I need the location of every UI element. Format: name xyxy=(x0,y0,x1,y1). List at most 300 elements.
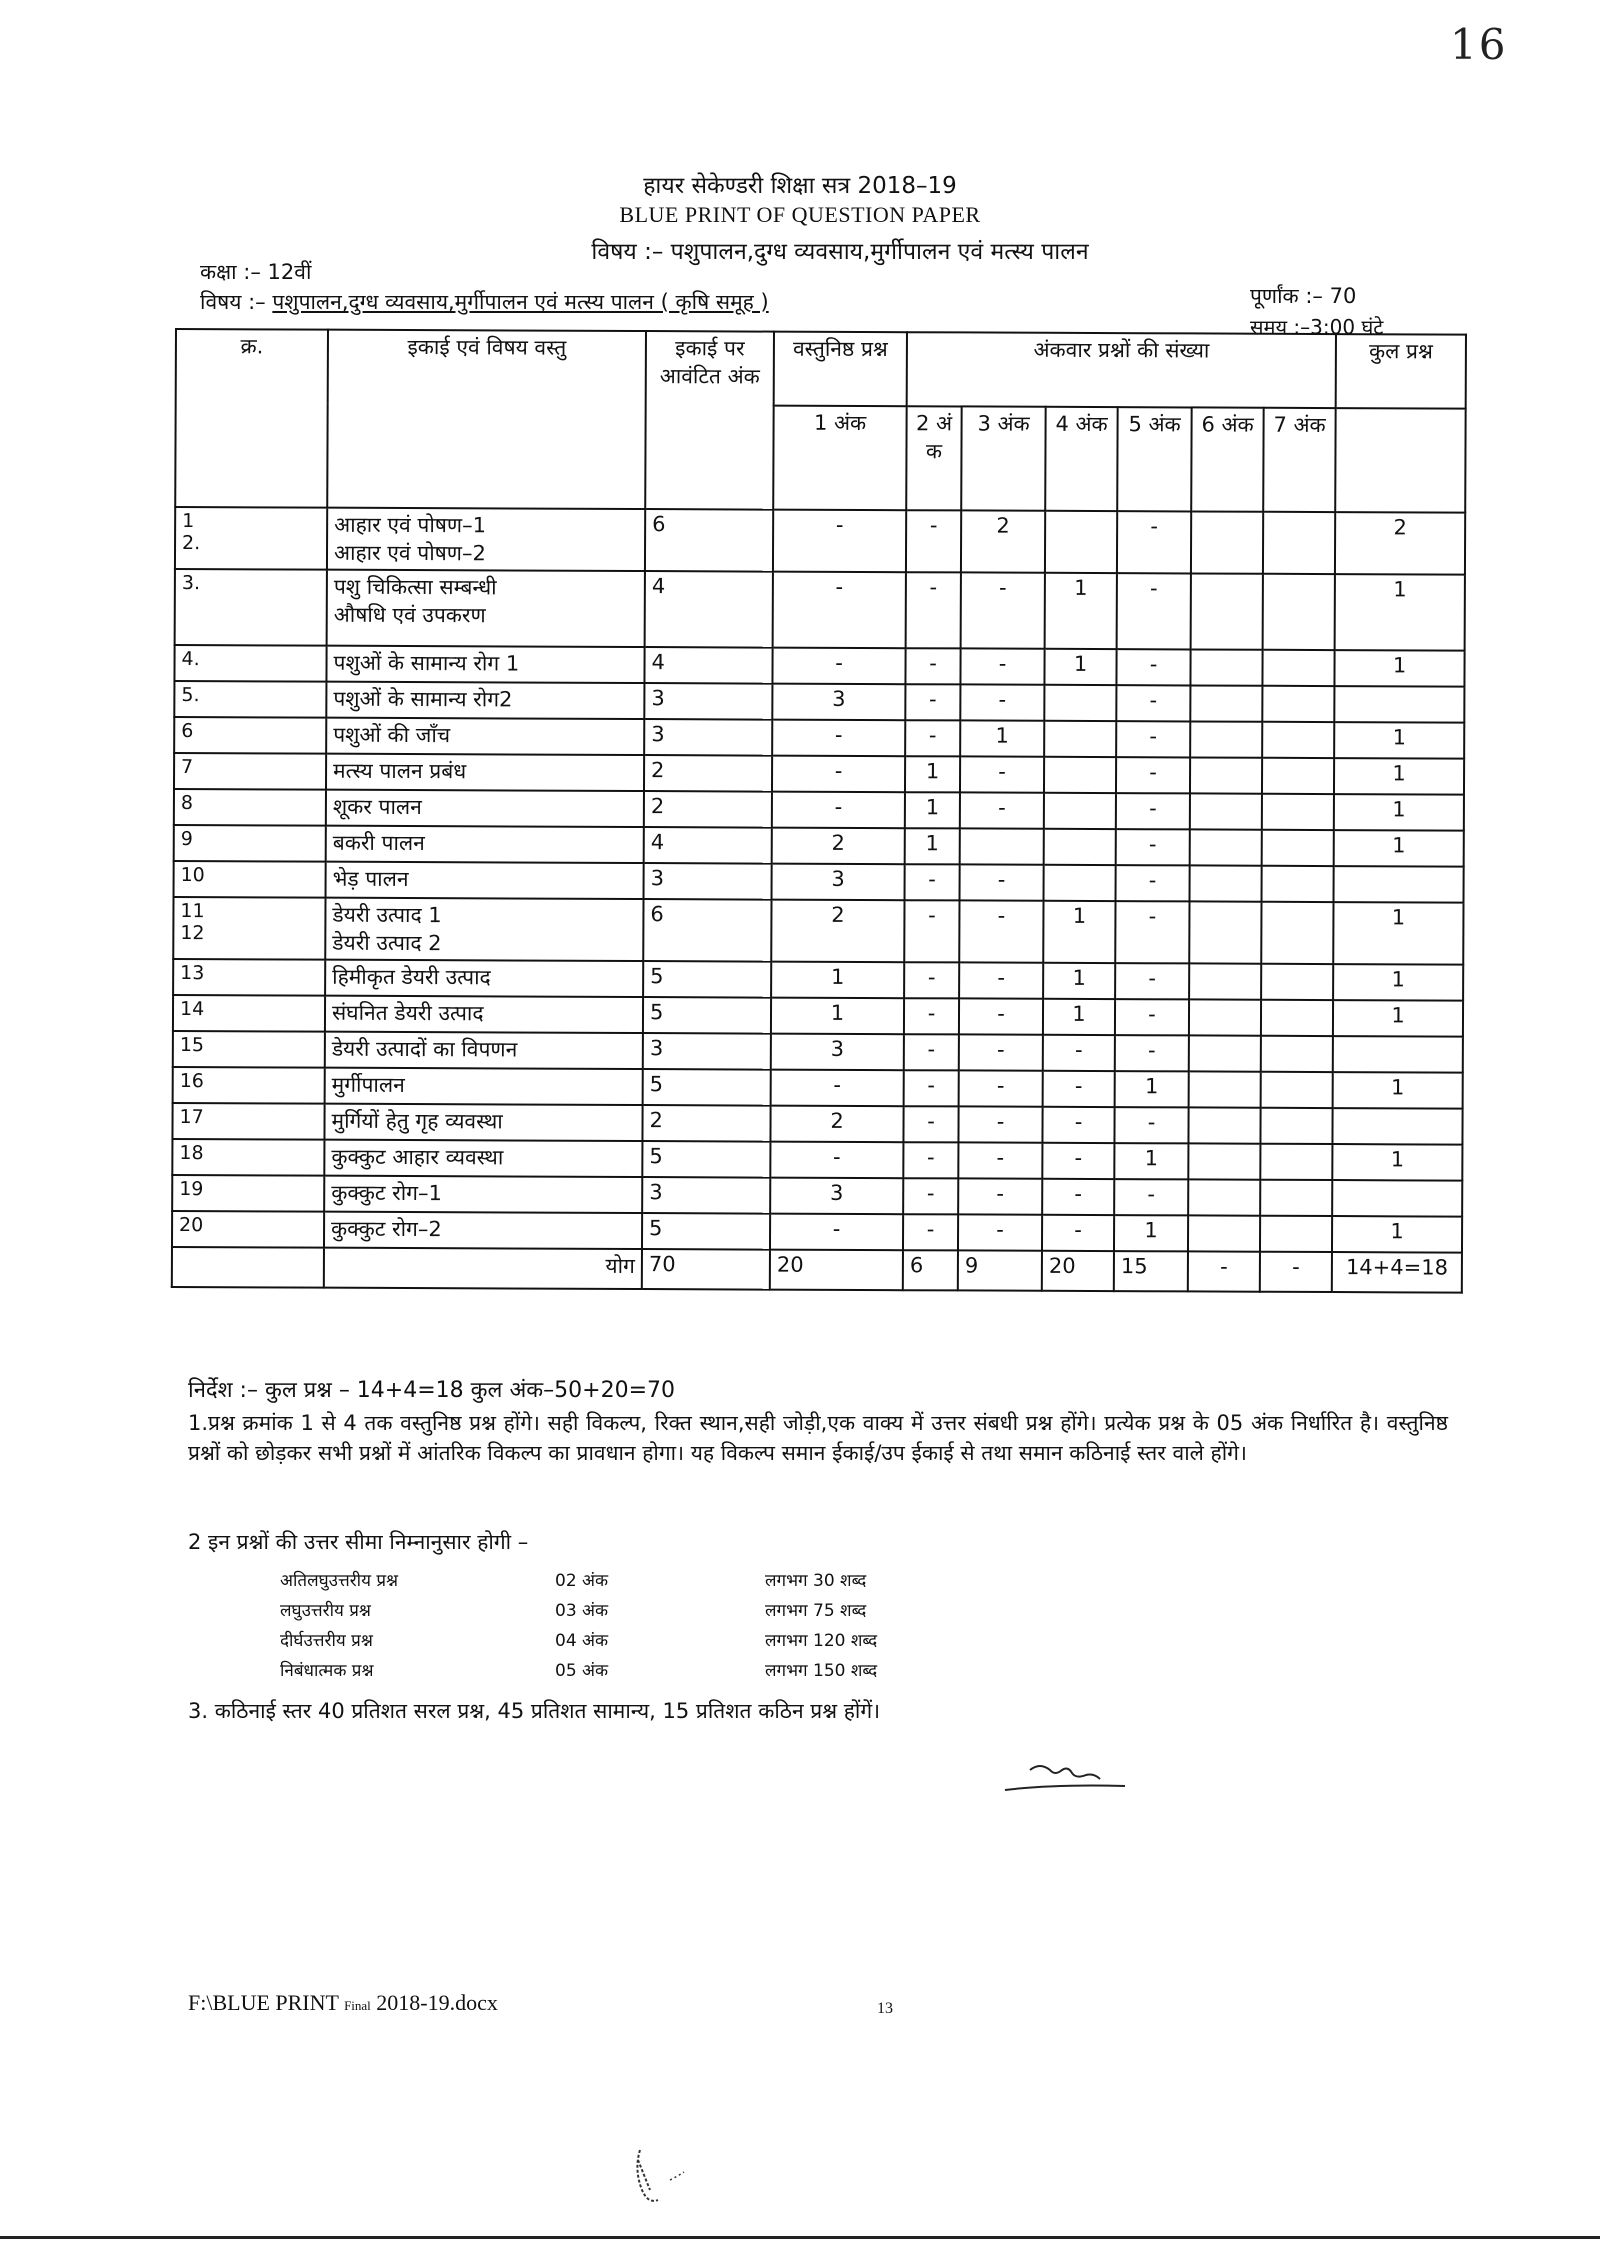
row-2mark: - xyxy=(906,572,961,648)
row-unit xyxy=(324,1140,642,1177)
row-5mark: - xyxy=(1116,793,1190,829)
table-row xyxy=(172,1139,1462,1181)
row-total: 1 xyxy=(1332,1144,1462,1181)
col-header-allotted: इकाई पर आवंटित अंक xyxy=(645,331,774,510)
row-sn-value: 1 xyxy=(182,510,195,533)
row-5mark: - xyxy=(1114,1107,1188,1143)
row-allotted: 2 xyxy=(642,1105,770,1142)
row-unit-text: कुक्कुट आहार व्यवस्था xyxy=(331,1144,504,1170)
row-sn xyxy=(174,789,326,826)
row-sn-value: 5. xyxy=(181,684,200,707)
row-objective: 1 xyxy=(771,962,904,999)
row-5mark: - xyxy=(1116,649,1190,685)
row-4mark: 1 xyxy=(1043,963,1115,999)
row-objective: 3 xyxy=(771,1034,904,1071)
totals-label: योग xyxy=(324,1248,642,1289)
row-total: 1 xyxy=(1334,794,1464,831)
row-unit xyxy=(325,996,643,1033)
blueprint-table xyxy=(171,328,1467,1294)
row-3mark: - xyxy=(959,1070,1043,1106)
row-allotted: 3 xyxy=(644,863,772,900)
totals-allotted: 70 xyxy=(642,1249,770,1290)
row-2mark: - xyxy=(904,1034,959,1070)
row-2mark: - xyxy=(905,864,960,900)
row-unit xyxy=(326,682,644,719)
row-allotted: 5 xyxy=(642,1213,770,1250)
row-objective: 2 xyxy=(771,900,904,963)
header-row-1 xyxy=(176,329,1466,409)
row-unit-text: बकरी पालन xyxy=(332,830,425,856)
row-sn-value: 9 xyxy=(180,828,193,851)
row-7mark xyxy=(1262,866,1334,902)
row-sn-value: 15 xyxy=(179,1034,205,1057)
row-3mark: - xyxy=(958,1106,1042,1142)
row-total: 1 xyxy=(1333,1000,1463,1037)
totals-6mark: - xyxy=(1188,1251,1260,1291)
row-unit-text: डेयरी उत्पादों का विपणन xyxy=(331,1036,518,1062)
totals-2mark: 6 xyxy=(903,1250,958,1290)
row-3mark: - xyxy=(958,1142,1042,1178)
limit-marks: 02 अंक xyxy=(555,1571,609,1591)
row-sn xyxy=(172,1103,324,1140)
table-row xyxy=(173,1031,1463,1073)
row-3mark: - xyxy=(960,756,1044,792)
row-sn xyxy=(174,753,326,790)
row-4mark: - xyxy=(1043,1071,1115,1107)
table-body xyxy=(172,507,1465,1253)
row-2mark: - xyxy=(903,1142,958,1178)
row-objective: 3 xyxy=(770,1178,903,1215)
row-7mark xyxy=(1262,722,1334,758)
row-2mark: - xyxy=(905,684,960,720)
row-total: 1 xyxy=(1333,964,1463,1001)
row-3mark: 1 xyxy=(960,720,1044,756)
row-3mark: - xyxy=(959,962,1043,998)
row-6mark xyxy=(1190,829,1262,865)
col-header-unit: इकाई एवं विषय वस्तु xyxy=(327,330,646,509)
col-header-total-blank xyxy=(1335,408,1465,513)
row-4mark xyxy=(1044,865,1116,901)
table-row xyxy=(173,995,1463,1037)
row-total: 1 xyxy=(1335,650,1465,687)
row-unit xyxy=(324,1212,642,1249)
col-header-7mark: 7 अंक xyxy=(1263,408,1336,512)
table-row xyxy=(174,861,1464,903)
row-2mark: - xyxy=(904,1070,959,1106)
row-6mark xyxy=(1191,511,1263,573)
limit-question-type: दीर्घउत्तरीय प्रश्न xyxy=(280,1631,373,1651)
row-sn xyxy=(172,1139,324,1176)
row-unit-text: पशु चिकित्सा सम्बन्धी xyxy=(333,574,497,600)
limit-words: लगभग 150 शब्द xyxy=(765,1661,878,1681)
row-objective: - xyxy=(770,1214,903,1251)
row-7mark xyxy=(1262,650,1334,686)
col-header-obj-1mark: 1 अंक xyxy=(773,406,906,511)
row-4mark: 1 xyxy=(1043,901,1115,963)
notes-point-3: 3. कठिनाई स्तर 40 प्रतिशत सरल प्रश्न, 45 प्रतिशत सामान्य, 15 प्रतिशत कठिन प्रश्न होंगें। xyxy=(188,1699,881,1723)
row-sn-value: 3. xyxy=(181,572,201,595)
row-unit xyxy=(326,826,644,863)
row-5mark: - xyxy=(1115,963,1189,999)
row-allotted: 4 xyxy=(645,571,773,648)
row-objective: 3 xyxy=(772,864,905,901)
row-total xyxy=(1334,686,1464,723)
row-total xyxy=(1334,866,1464,903)
row-3mark: - xyxy=(960,648,1044,684)
table-row xyxy=(174,717,1464,759)
row-6mark xyxy=(1190,865,1262,901)
limit-marks: 04 अंक xyxy=(555,1631,609,1651)
row-4mark xyxy=(1044,721,1116,757)
col-header-5mark: 5 अंक xyxy=(1117,407,1191,511)
row-4mark: - xyxy=(1042,1179,1114,1215)
row-objective: - xyxy=(772,720,905,757)
footer-file-path xyxy=(188,1990,498,2016)
col-header-sn: क्र. xyxy=(175,329,328,508)
row-6mark xyxy=(1189,1071,1261,1107)
row-sn xyxy=(175,507,327,570)
row-objective: 2 xyxy=(770,1106,903,1143)
row-3mark: - xyxy=(959,1034,1043,1070)
row-allotted: 3 xyxy=(642,1177,770,1214)
row-sn xyxy=(173,995,325,1032)
row-4mark xyxy=(1044,757,1116,793)
row-5mark: - xyxy=(1116,865,1190,901)
handwritten-mark-icon xyxy=(620,2140,740,2220)
row-5mark: - xyxy=(1117,573,1191,649)
header-subject: विषय :– पशुपालन,दुग्ध व्यवसाय,मुर्गीपालन एवं मत्स्य पालन xyxy=(591,239,1089,265)
class-label: कक्षा :– 12वीं xyxy=(200,260,312,284)
row-5mark: 1 xyxy=(1114,1143,1188,1179)
row-7mark xyxy=(1262,686,1334,722)
row-objective: - xyxy=(772,648,905,685)
row-objective: - xyxy=(773,572,906,649)
row-5mark: - xyxy=(1117,511,1191,573)
row-sn xyxy=(173,897,325,960)
row-7mark xyxy=(1262,830,1334,866)
row-7mark xyxy=(1261,1072,1333,1108)
row-allotted: 6 xyxy=(645,509,773,572)
handwritten-page-number: 16 xyxy=(1450,20,1508,69)
row-total xyxy=(1333,1108,1463,1145)
row-unit xyxy=(324,1104,642,1141)
row-6mark xyxy=(1190,649,1262,685)
row-unit-text: पशुओं के सामान्य रोग2 xyxy=(333,686,513,712)
row-allotted: 6 xyxy=(643,899,771,962)
row-7mark xyxy=(1260,1216,1332,1252)
page-bottom-rule xyxy=(0,2236,1600,2239)
limit-question-type: लघुउत्तरीय प्रश्न xyxy=(280,1601,371,1621)
row-sn-value: 4. xyxy=(181,648,200,671)
row-unit-text: डेयरी उत्पाद 2 xyxy=(332,930,442,956)
row-total: 1 xyxy=(1333,902,1463,965)
row-2mark: 1 xyxy=(905,756,960,792)
row-unit-text: संघनित डेयरी उत्पाद xyxy=(331,1000,484,1026)
header-session: हायर सेकेण्डरी शिक्षा सत्र 2018–19 xyxy=(643,173,957,199)
row-sn xyxy=(172,1211,324,1248)
row-4mark xyxy=(1044,829,1116,865)
footer-file-small: Final xyxy=(344,1998,371,2013)
row-objective: 3 xyxy=(772,684,905,721)
totals-7mark: - xyxy=(1260,1252,1332,1292)
notes-summary: निर्देश :– कुल प्रश्न – 14+4=18 कुल अंक–50+20=70 xyxy=(188,1378,676,1403)
row-7mark xyxy=(1263,512,1335,574)
table-row xyxy=(172,1103,1462,1145)
row-unit xyxy=(325,960,643,997)
row-3mark: - xyxy=(960,684,1044,720)
row-unit-text: भेड़ पालन xyxy=(332,866,409,892)
totals-total: 14+4=18 xyxy=(1332,1252,1462,1293)
footer-file-name: 2018-19.docx xyxy=(370,1990,498,2015)
row-allotted: 5 xyxy=(643,1069,771,1106)
exam-time: समय :–3:00 घंटे xyxy=(1250,315,1384,339)
row-6mark xyxy=(1190,757,1262,793)
table-row xyxy=(172,1211,1462,1253)
row-unit-text: आहार एवं पोषण–2 xyxy=(333,540,486,566)
row-sn xyxy=(174,825,326,862)
row-7mark xyxy=(1263,574,1335,650)
row-5mark: - xyxy=(1116,829,1190,865)
row-total: 1 xyxy=(1335,574,1465,651)
row-7mark xyxy=(1260,1144,1332,1180)
row-7mark xyxy=(1260,1108,1332,1144)
row-3mark: - xyxy=(961,572,1045,648)
row-2mark: - xyxy=(905,648,960,684)
row-allotted: 4 xyxy=(644,827,772,864)
limit-words: लगभग 75 शब्द xyxy=(765,1601,867,1621)
col-header-4mark: 4 अंक xyxy=(1045,407,1117,511)
limit-question-type: अतिलघुउत्तरीय प्रश्न xyxy=(280,1571,399,1591)
footer-file-prefix: F:\BLUE PRINT xyxy=(188,1990,345,2015)
row-6mark xyxy=(1188,1215,1260,1251)
table-row xyxy=(175,507,1465,575)
row-unit xyxy=(326,718,644,755)
limit-question-type: निबंधात्मक प्रश्न xyxy=(280,1661,374,1681)
row-5mark: - xyxy=(1116,721,1190,757)
row-7mark xyxy=(1260,1180,1332,1216)
row-7mark xyxy=(1261,1036,1333,1072)
row-unit xyxy=(324,1176,642,1213)
row-total: 1 xyxy=(1334,830,1464,867)
row-5mark: 1 xyxy=(1114,1215,1188,1251)
row-unit-text: मुर्गीपालन xyxy=(331,1072,405,1098)
row-allotted: 4 xyxy=(644,647,772,684)
row-7mark xyxy=(1261,902,1333,964)
row-sn-value: 6 xyxy=(181,720,194,743)
row-unit xyxy=(325,1068,643,1105)
table-row xyxy=(174,825,1464,867)
row-sn-value: 7 xyxy=(181,756,194,779)
row-unit-text: आहार एवं पोषण–1 xyxy=(334,512,487,538)
row-sn xyxy=(172,1175,324,1212)
row-7mark xyxy=(1262,758,1334,794)
table-row xyxy=(174,753,1464,795)
row-objective: 2 xyxy=(772,828,905,865)
row-6mark xyxy=(1190,721,1262,757)
col-header-2mark: 2 अं क xyxy=(906,406,961,510)
col-header-markwise: अंकवार प्रश्नों की संख्या xyxy=(907,332,1336,408)
row-4mark: - xyxy=(1043,1035,1115,1071)
row-4mark: - xyxy=(1042,1143,1114,1179)
row-sn xyxy=(174,717,326,754)
limit-words: लगभग 120 शब्द xyxy=(765,1631,878,1651)
row-unit xyxy=(326,862,644,899)
row-7mark xyxy=(1262,794,1334,830)
row-allotted: 5 xyxy=(642,1141,770,1178)
row-sn-value: 11 xyxy=(180,900,205,923)
row-2mark: - xyxy=(903,1178,958,1214)
row-unit-text: शूकर पालन xyxy=(332,794,422,820)
row-3mark: - xyxy=(959,900,1043,962)
notes-point-2: 2 इन प्रश्नों की उत्तर सीमा निम्नानुसार होगी – xyxy=(188,1530,529,1554)
row-total xyxy=(1332,1180,1462,1217)
row-6mark xyxy=(1188,1179,1260,1215)
footer-page-number: 13 xyxy=(877,2000,893,2017)
row-unit xyxy=(326,646,644,683)
table-row xyxy=(173,959,1463,1001)
row-sn xyxy=(174,861,326,898)
row-unit xyxy=(325,1032,643,1069)
row-3mark xyxy=(960,828,1044,864)
row-sn xyxy=(173,1031,325,1068)
row-allotted: 3 xyxy=(643,1033,771,1070)
row-7mark xyxy=(1261,1000,1333,1036)
row-6mark xyxy=(1190,685,1262,721)
row-6mark xyxy=(1191,573,1263,649)
limit-words: लगभग 30 शब्द xyxy=(765,1571,867,1591)
row-sn-value: 17 xyxy=(179,1106,204,1129)
row-3mark: - xyxy=(960,864,1044,900)
row-unit xyxy=(327,570,645,647)
row-sn-value: 20 xyxy=(179,1214,204,1237)
row-sn-value: 19 xyxy=(179,1178,204,1201)
row-total: 1 xyxy=(1332,1216,1462,1253)
col-header-6mark: 6 अंक xyxy=(1191,407,1263,511)
row-2mark: - xyxy=(904,998,959,1034)
row-unit-text: औषधि एवं उपकरण xyxy=(333,602,486,628)
row-total: 1 xyxy=(1333,1072,1463,1109)
limit-marks: 03 अंक xyxy=(555,1601,609,1621)
row-unit xyxy=(327,508,645,571)
row-unit-text: मत्स्य पालन प्रबंध xyxy=(333,758,467,784)
row-allotted: 3 xyxy=(644,683,772,720)
row-3mark: - xyxy=(958,1178,1042,1214)
row-6mark xyxy=(1189,963,1261,999)
row-unit-text: कुक्कुट रोग–1 xyxy=(331,1180,442,1206)
row-sn-value: 18 xyxy=(179,1142,204,1165)
subject-label: विषय :– xyxy=(200,290,273,314)
row-5mark: - xyxy=(1116,757,1190,793)
row-6mark xyxy=(1190,793,1262,829)
col-header-total: कुल प्रश्न xyxy=(1336,334,1466,409)
row-total: 2 xyxy=(1335,512,1465,575)
row-sn-value: 10 xyxy=(180,864,205,887)
row-2mark: - xyxy=(906,510,961,572)
row-sn-value: 14 xyxy=(179,998,205,1021)
row-unit-text: हिमीकृत डेयरी उत्पाद xyxy=(332,964,491,990)
table-row xyxy=(174,789,1464,831)
row-sn-value: 12 xyxy=(180,922,205,945)
row-6mark xyxy=(1189,901,1261,963)
row-allotted: 2 xyxy=(644,755,772,792)
row-5mark: - xyxy=(1115,901,1189,963)
row-5mark: - xyxy=(1114,1179,1188,1215)
table-row xyxy=(174,681,1464,723)
row-4mark xyxy=(1044,685,1116,721)
row-allotted: 5 xyxy=(643,961,771,998)
totals-obj: 20 xyxy=(770,1250,903,1291)
row-sn xyxy=(174,645,326,682)
totals-4mark: 20 xyxy=(1042,1251,1114,1291)
row-allotted: 5 xyxy=(643,997,771,1034)
table-row xyxy=(174,645,1464,687)
row-3mark: 2 xyxy=(961,510,1045,572)
table-row xyxy=(175,569,1465,651)
row-3mark: - xyxy=(960,792,1044,828)
row-4mark: 1 xyxy=(1043,999,1115,1035)
row-4mark: 1 xyxy=(1044,649,1116,685)
row-6mark xyxy=(1189,999,1261,1035)
row-4mark xyxy=(1045,511,1117,573)
row-unit-text: पशुओं के सामान्य रोग 1 xyxy=(333,650,520,676)
totals-5mark: 15 xyxy=(1114,1251,1188,1291)
row-unit-text: कुक्कुट रोग–2 xyxy=(331,1216,442,1242)
row-7mark xyxy=(1261,964,1333,1000)
row-unit-text: डेयरी उत्पाद 1 xyxy=(332,902,442,928)
row-4mark xyxy=(1044,793,1116,829)
table-row xyxy=(173,897,1463,965)
row-objective: - xyxy=(773,510,906,573)
row-2mark: - xyxy=(905,720,960,756)
col-header-objective: वस्तुनिष्ठ प्रश्न xyxy=(774,332,907,407)
header-title: BLUE PRINT OF QUESTION PAPER xyxy=(619,202,981,227)
row-allotted: 2 xyxy=(644,791,772,828)
row-sn-value: 8 xyxy=(180,792,194,815)
row-sn-value: 2. xyxy=(182,532,201,555)
subject-line xyxy=(200,288,769,316)
row-unit xyxy=(326,754,644,791)
row-4mark: - xyxy=(1042,1215,1114,1251)
row-unit-text: पशुओं की जाँच xyxy=(333,722,451,748)
row-sn xyxy=(175,569,327,646)
row-unit-text: मुर्गियों हेतु गृह व्यवस्था xyxy=(331,1108,503,1134)
totals-row xyxy=(172,1247,1462,1293)
full-marks: पूर्णांक :– 70 xyxy=(1250,284,1357,308)
row-2mark: - xyxy=(904,900,959,962)
table-row xyxy=(173,1067,1463,1109)
row-5mark: - xyxy=(1115,1035,1189,1071)
row-sn-value: 16 xyxy=(179,1070,204,1093)
row-total: 1 xyxy=(1334,758,1464,795)
row-total xyxy=(1333,1036,1463,1073)
row-2mark: 1 xyxy=(905,792,960,828)
limit-marks: 05 अंक xyxy=(555,1661,609,1681)
row-sn xyxy=(173,1067,325,1104)
row-2mark: 1 xyxy=(905,828,960,864)
table-row xyxy=(172,1175,1462,1217)
row-6mark xyxy=(1188,1107,1260,1143)
totals-3mark: 9 xyxy=(958,1250,1042,1290)
row-objective: - xyxy=(772,756,905,793)
row-5mark: - xyxy=(1116,685,1190,721)
row-4mark: - xyxy=(1042,1107,1114,1143)
row-sn-value: 13 xyxy=(180,962,205,985)
signature-icon xyxy=(1000,1758,1150,1798)
totals-sn xyxy=(172,1247,324,1288)
row-sn xyxy=(174,681,326,718)
row-objective: - xyxy=(772,792,905,829)
row-5mark: 1 xyxy=(1115,1071,1189,1107)
